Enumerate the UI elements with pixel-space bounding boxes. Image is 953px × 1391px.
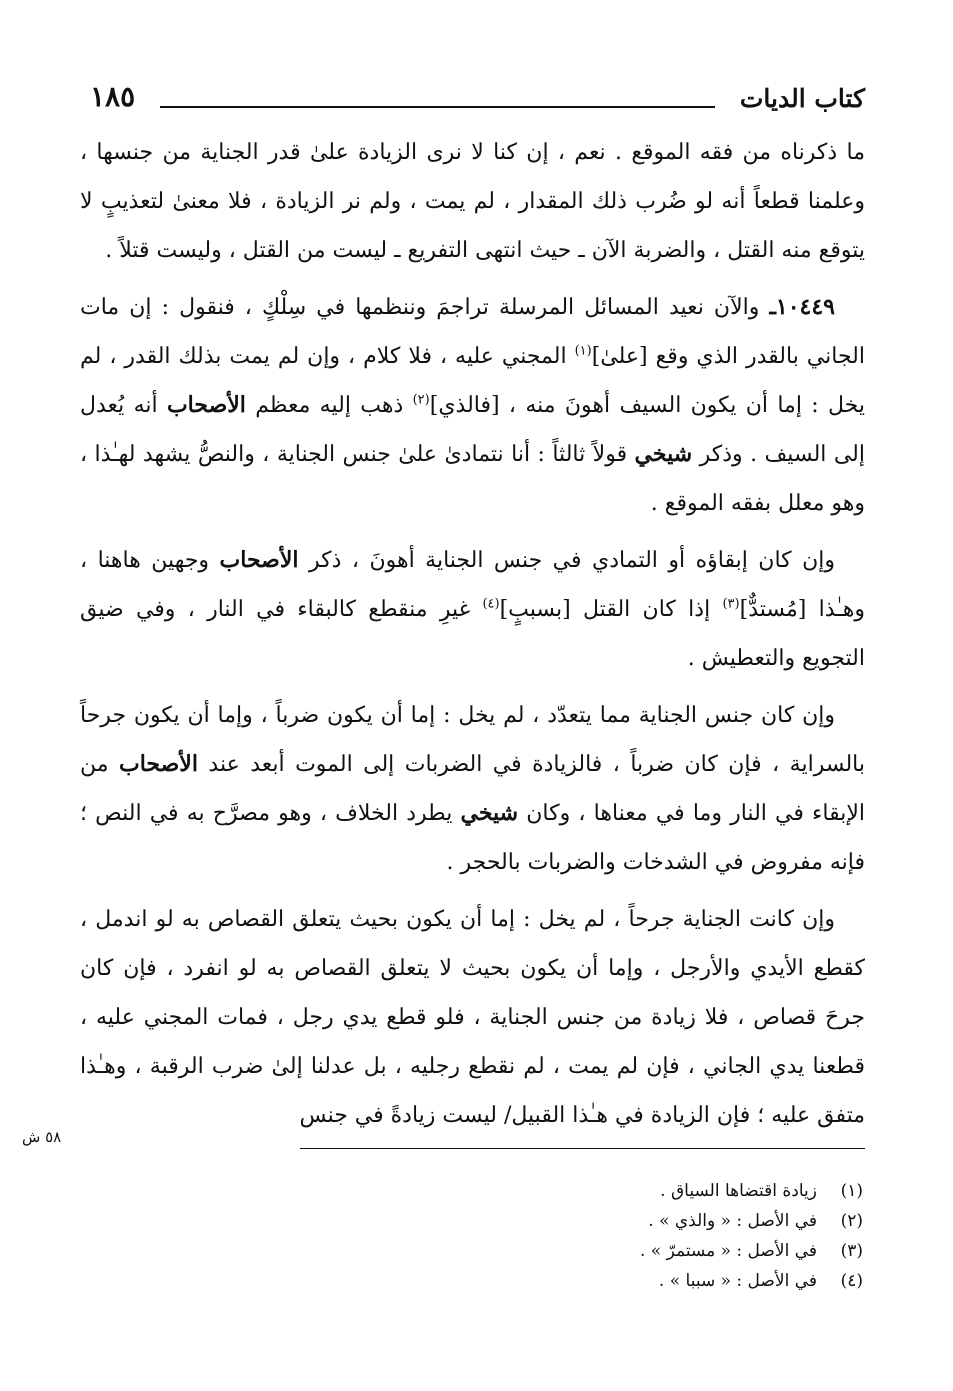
text-run: وجهين هاهنا ، وهـٰذا [مُستدٌّ] xyxy=(80,548,865,622)
page-number: ١٨٥ xyxy=(90,80,136,113)
bold-term: ١٠٤٤٩ـ xyxy=(769,294,835,320)
text-run: قولاً ثالثاً : أنا نتمادىٰ علىٰ جنس الجناية ، والنصُّ يشهد لهـٰذا ، وهو معلل بفقه الموقع . xyxy=(80,442,865,516)
bold-term: الأصحاب xyxy=(119,751,198,777)
footnote-rule xyxy=(300,1148,865,1149)
paragraph xyxy=(80,895,865,1140)
margin-folio-note: ٥٨ ش xyxy=(22,1128,62,1146)
footnote-text: في الأصل : « سببا » . xyxy=(658,1271,817,1291)
footnote-number: (١) xyxy=(840,1181,863,1201)
header-rule xyxy=(160,106,715,108)
bold-term: الأصحاب xyxy=(166,392,246,418)
running-title: كتاب الديات xyxy=(739,84,865,113)
footnote-ref: (٣) xyxy=(722,596,740,612)
bold-term: شيخي xyxy=(460,800,519,826)
footnote xyxy=(303,1176,863,1206)
text-run: إذا كان القتل [بسببٍ] xyxy=(499,597,723,622)
bold-term: الأصحاب xyxy=(219,547,299,573)
footnote-text: في الأصل : « والذي » . xyxy=(648,1211,817,1231)
paragraph xyxy=(80,283,865,528)
main-text xyxy=(80,128,865,1140)
paragraph xyxy=(80,128,865,275)
footnote-number: (٣) xyxy=(840,1241,863,1261)
text-run: المجني عليه ، فلا كلام ، وإن لم يمت بذلك القدر ، لم يخل : إما أن يكون السيف أهونَ منه ، [فالذي] xyxy=(80,344,866,418)
text-run: أنه يُعدل إلى السيف . وذكر xyxy=(80,393,865,467)
footnotes xyxy=(303,1176,863,1296)
footnote xyxy=(303,1236,863,1266)
footnote xyxy=(303,1206,863,1236)
footnote-ref: (١) xyxy=(574,343,592,359)
footnote-text: زيادة اقتضاها السياق . xyxy=(660,1181,817,1201)
page-header xyxy=(90,80,865,124)
footnote-number: (٤) xyxy=(840,1271,863,1291)
bold-term: شيخي xyxy=(634,441,693,467)
paragraph xyxy=(80,536,865,683)
text-run: ذهب إليه معظم xyxy=(245,393,413,418)
paragraph xyxy=(80,691,865,887)
text-run: وإن كان جنس الجناية مما يتعدّد ، لم يخل : إما أن يكون ضرباً ، وإما أن يكون جرحاً بالسراية ، فإن كان ضرباً ، فالزيادة في الضربات إلى الموت أبعد عند xyxy=(80,703,865,777)
text-run: وإن كانت الجناية جرحاً ، لم يخل : إما أن يكون بحيث يتعلق القصاص به لو اندمل ، كقطع الأيدي والأرجل ، وإما أن يكون بحيث لا يتعلق القصاص به لو انفرد ، فإن كان جرحَ قصاص ، فلا زيادة من جنس الجناية ، فلو قطع يدي رجل ، فمات المجني عليه ، قطعنا يدي الجاني ، فإن لم يمت ، لم نقطع رجليه ، بل عدلنا إلىٰ ضرب الرقبة ، وهـٰذا متفق عليه ؛ فإن الزيادة في هـٰذا القبيل/ ليست زيادةً في جنس xyxy=(80,907,865,1128)
text-run: غيرِ منقطع كالبقاء في النار ، وفي ضيق التجويع والتعطيش . xyxy=(80,597,865,671)
text-run: يطرد الخلاف ، وهو مصرَّح به في النص ؛ فإنه مفروض في الشدخات والضربات بالحجر . xyxy=(80,801,865,875)
footnote xyxy=(303,1266,863,1296)
footnote-number: (٢) xyxy=(840,1211,863,1231)
footnote-ref: (٤) xyxy=(482,596,500,612)
footnote-ref: (٢) xyxy=(412,392,430,408)
footnote-text: في الأصل : « مستمرّ » . xyxy=(640,1241,817,1261)
text-run: وإن كان إبقاؤه أو التمادي في جنس الجناية أهونَ ، ذكر xyxy=(298,548,835,573)
text-run: من الإبقاء في النار وما في معناها ، وكان xyxy=(80,752,866,826)
text-run: والآن نعيد المسائل المرسلة تراجمَ وننظمها في سِلْكٍ ، فنقول : إن مات الجاني بالقدر الذي وقع [علىٰ] xyxy=(80,295,865,369)
text-run: ما ذكرناه من فقه الموقع . نعم ، إن كنا لا نرى الزيادة علىٰ قدر الجناية من جنسها ، وعلمنا قطعاً أنه لو ضُرب ذلك المقدار ، لم يمت ، ولم نر الزيادة ، فلا معنىٰ لتعذيبٍ لا يتوقع منه القتل ، والضربة الآن ـ حيث انتهى التفريع ـ ليست من القتل ، وليست قتلاً . xyxy=(80,140,865,263)
